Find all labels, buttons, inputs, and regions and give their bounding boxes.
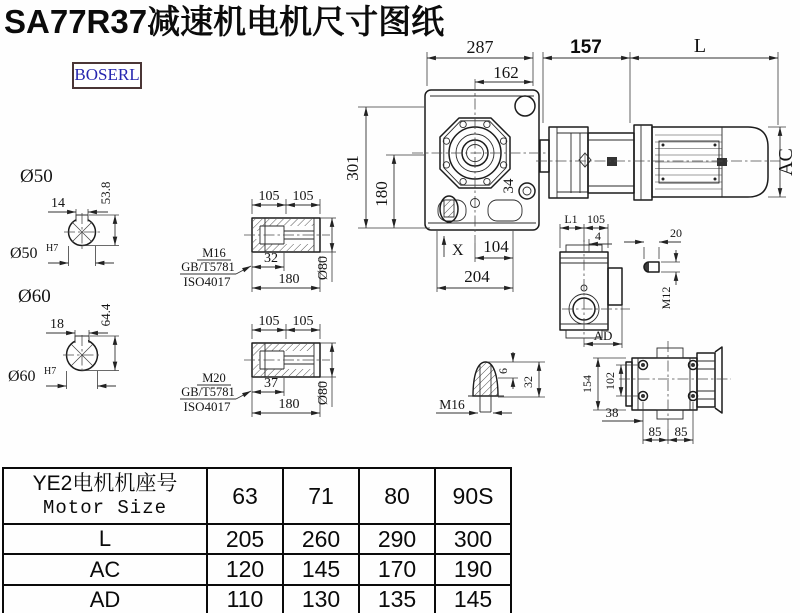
key-detail [624, 226, 682, 309]
motor-body [536, 125, 780, 200]
shaft2-iso: ISO4017 [183, 399, 231, 414]
bore-50-title: Ø50 [20, 166, 53, 187]
gearbox-housing [412, 79, 546, 243]
shaft1-standard: GB/T5781 [181, 260, 235, 274]
motor-size-80: 80 [359, 468, 435, 524]
rear-dim-85-left: 85 [648, 424, 662, 439]
shaft2-thread: M20 [202, 371, 226, 385]
rear-dim-154: 154 [580, 375, 594, 393]
shaft1-dim-105-right: 105 [292, 189, 314, 204]
table-header-cell [3, 468, 207, 524]
dim-34: 34 [501, 178, 517, 194]
dim-162: 162 [493, 63, 519, 82]
motor-size-90S: 90S [435, 468, 511, 524]
shaft2-dim-length: 180 [278, 397, 300, 412]
dim-180-left: 180 [372, 181, 391, 207]
bore-60-height: 64.4 [98, 303, 113, 327]
shaft1-dim-dia: Ø80 [316, 255, 331, 281]
value-L-90S: 300 [435, 524, 511, 554]
value-L-71: 260 [283, 524, 359, 554]
plug-thread: M16 [439, 397, 465, 412]
table-header-cn: YE2电机机座号 [32, 472, 178, 495]
value-AC-71: 145 [283, 554, 359, 585]
dim-301: 301 [343, 155, 362, 181]
label-X: X [452, 242, 464, 259]
plug-dim-32: 32 [521, 376, 535, 388]
dim-AC: AC [775, 148, 797, 176]
dim-204: 204 [464, 267, 490, 286]
bore-60-key-width: 18 [50, 317, 64, 332]
row-label-AD: AD [3, 585, 207, 613]
table-row-AC [3, 554, 511, 585]
rear-view [580, 341, 731, 444]
bore-50-fit: Ø50 [10, 245, 38, 262]
shaft1-dim-depth: 32 [264, 251, 278, 266]
value-AC-63: 120 [207, 554, 283, 585]
hollow-shaft-2 [180, 314, 336, 417]
value-AD-90S: 145 [435, 585, 511, 613]
motor-size-table [2, 467, 512, 613]
motor-size-71: 71 [283, 468, 359, 524]
dim-104: 104 [483, 237, 509, 256]
bore-60-title: Ø60 [18, 286, 51, 307]
shaft1-thread: M16 [202, 246, 226, 260]
sideview-dim-L1: L1 [564, 212, 578, 226]
rear-dim-85-right: 85 [674, 424, 688, 439]
bore-60-fit: Ø60 [8, 368, 36, 385]
bore-50-key-width: 14 [51, 196, 65, 211]
reducer-side-view [560, 212, 630, 348]
shaft1-iso: ISO4017 [183, 274, 231, 289]
bore-50-fit-tol: H7 [46, 243, 59, 254]
main-dimensions [343, 35, 797, 292]
rear-dim-102: 102 [603, 372, 617, 390]
bore-50-height: 53.8 [98, 181, 113, 205]
shaft2-dim-105-left: 105 [258, 314, 280, 329]
row-label-AC: AC [3, 554, 207, 585]
plug-dim-6: 6 [496, 368, 510, 374]
oil-plug [440, 196, 458, 222]
dim-287: 287 [466, 37, 494, 57]
table-row-AD [3, 585, 511, 613]
bell-housing [540, 127, 634, 198]
key-thread: M12 [659, 286, 673, 310]
table-row-L [3, 524, 511, 554]
dim-157: 157 [570, 37, 602, 58]
breather-plug-detail [436, 352, 545, 413]
value-AD-71: 130 [283, 585, 359, 613]
shaft1-dim-length: 180 [278, 272, 300, 287]
sideview-dim-AD: AD [593, 328, 613, 343]
shaft1-dim-105-left: 105 [258, 189, 280, 204]
value-AD-63: 110 [207, 585, 283, 613]
brand-logo: BOSERL [72, 62, 142, 89]
rear-dim-38: 38 [605, 405, 619, 420]
value-L-80: 290 [359, 524, 435, 554]
bore-60-detail [8, 286, 119, 389]
motor-size-63: 63 [207, 468, 283, 524]
row-label-L: L [3, 524, 207, 554]
value-AD-80: 135 [359, 585, 435, 613]
hollow-shaft-1 [180, 189, 336, 292]
bore-50-detail [10, 166, 119, 266]
sideview-dim-105: 105 [587, 212, 605, 226]
shaft2-dim-depth: 37 [264, 376, 278, 391]
shaft2-dim-105-right: 105 [292, 314, 314, 329]
bore-60-fit-tol: H7 [44, 366, 57, 377]
sideview-dim-4: 4 [595, 229, 601, 243]
key-dim-20: 20 [670, 226, 682, 240]
value-L-63: 205 [207, 524, 283, 554]
value-AC-80: 170 [359, 554, 435, 585]
motor-fins [655, 135, 722, 189]
table-header-en: Motor Size [42, 497, 168, 519]
main-assembly-view [343, 35, 797, 292]
shaft2-standard: GB/T5781 [181, 385, 235, 399]
value-AC-90S: 190 [435, 554, 511, 585]
page-title: SA77R37减速机电机尺寸图纸 [4, 3, 445, 40]
shaft2-dim-dia: Ø80 [316, 380, 331, 406]
dim-L: L [693, 35, 707, 57]
